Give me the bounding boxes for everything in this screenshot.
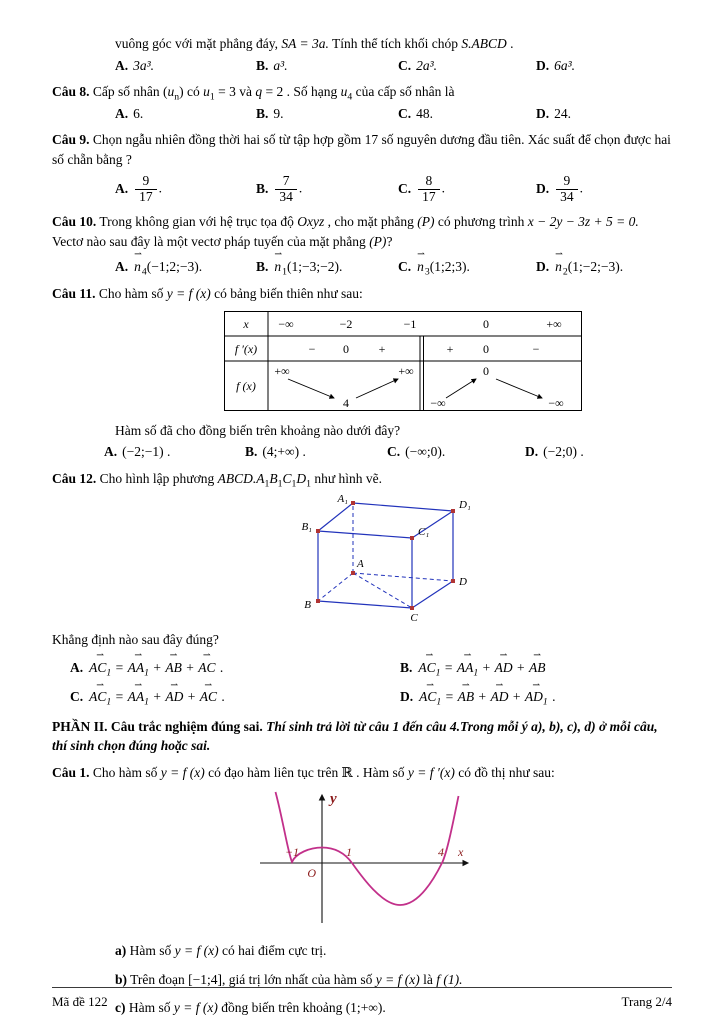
question-text: Trong không gian với hệ trục tọa độ Oxyz , cho mặt phẳng (P) có phương trình x − 2y − 3z + 5 = 0. Vectơ nào sau đây là một vectơ pháp tuyến của mặt phẳng (P)? [52, 214, 639, 249]
bbt-x-value: −1 [403, 317, 417, 332]
y-axis-label: y [330, 790, 337, 807]
statement-text: Trên đoạn [−1;4], giá trị lớn nhất của hàm số y = f (x) là f (1). [127, 971, 463, 987]
option-value: 3a³. [133, 57, 155, 73]
question-number: Câu 8. [52, 84, 90, 100]
question-number: Câu 10. [52, 214, 97, 230]
option-value: a³. [273, 57, 288, 73]
vertex-label-c: C [410, 611, 418, 624]
cube-hidden-edges [318, 503, 453, 608]
option-label: B. [256, 259, 269, 275]
vertex-label-a: A [357, 557, 364, 570]
variation-table [224, 311, 673, 417]
option-label: D. [536, 105, 550, 121]
statement-label: b) [115, 971, 128, 987]
option-label: D. [536, 57, 550, 73]
option-b [245, 442, 387, 462]
denominator: 17 [422, 189, 436, 205]
question-11-prompt: Hàm số đã cho đồng biến trên khoảng nào dưới đây? [115, 422, 401, 438]
option-value: 9. [273, 105, 284, 121]
statement-label: a) [115, 943, 127, 959]
option-value: (4;+∞) . [262, 444, 306, 460]
x-axis-label: x [458, 844, 464, 859]
derivative-graph-svg [250, 785, 480, 927]
numerator: 8 [418, 174, 440, 190]
bbt-f-value: −∞ [548, 396, 564, 411]
option-label: B. [245, 444, 258, 460]
question-8-text [52, 82, 673, 102]
question-text: Cho hàm số y = f (x) có đạo hàm liên tục trên ℝ . Hàm số y = f ′(x) có đồ thị như sau: [89, 764, 555, 780]
option-label: A. [115, 259, 129, 275]
option-value: ⇀ $n_1(1;-3;-2)$. [273, 259, 342, 274]
option-equation: ⇀ $AC_1$ = ⇀ $AA_1$ + ⇀ AB + ⇀ AC . [88, 660, 223, 675]
option-c [398, 257, 536, 277]
bbt-f-value: −∞ [430, 396, 446, 411]
option-c [398, 56, 536, 76]
question-7-continuation-text: vuông góc với mặt phẳng đáy, SA = 3a. Tính thể tích khối chóp S.ABCD . [115, 36, 514, 51]
bbt-f-label: f (x) [236, 379, 256, 394]
statement-text: Hàm số y = f (x) đồng biến trên khoảng (1;+∞). [125, 1000, 386, 1016]
bbt-x-value: −2 [339, 317, 353, 332]
option-value: 6. [133, 105, 144, 121]
option-label: A. [70, 659, 84, 675]
question-text: Cho hình lập phương $ABCD.A_1B_1C_1D_1$ như hình vẽ. [96, 471, 382, 490]
vertex-label-d: D [459, 575, 467, 588]
numerator: 9 [556, 174, 578, 190]
bbt-fprime-sign: − [308, 342, 316, 357]
option-d [536, 174, 673, 205]
page-footer [52, 987, 672, 1012]
option-value: ⇀ $n_3(1;2;3)$. [416, 259, 470, 274]
fraction [135, 174, 157, 205]
option-label: B. [256, 105, 269, 121]
question-8-options [115, 104, 673, 124]
option-d [536, 257, 673, 277]
option-tail: . [158, 180, 162, 196]
statement-text: Hàm số y = f (x) có hai điểm cực trị. [126, 943, 327, 959]
statement-a [115, 941, 673, 961]
option-label: D. [525, 444, 539, 460]
bbt-fprime-label: f ′(x) [234, 342, 258, 357]
bbt-f-value: 0 [483, 364, 489, 379]
option-c [70, 687, 400, 707]
question-number: Câu 11. [52, 285, 96, 301]
option-value: 2a³. [416, 57, 438, 73]
vertex-label-d1: D₁ [459, 498, 471, 511]
bbt-fprime-sign: − [532, 342, 540, 357]
option-c [398, 104, 536, 124]
question-12-text [52, 469, 673, 489]
numerator: 9 [135, 174, 157, 190]
option-label: C. [70, 689, 84, 705]
option-label: B. [256, 180, 269, 196]
option-label: C. [398, 57, 412, 73]
option-value: (−2;−1) . [122, 444, 171, 460]
option-d [400, 687, 673, 707]
page-number: Trang 2/4 [621, 994, 672, 1010]
question-8 [52, 82, 673, 123]
option-d [536, 104, 673, 124]
option-label: A. [104, 444, 118, 460]
bbt-f-value: +∞ [398, 364, 414, 379]
bbt-x-label: x [243, 317, 249, 332]
option-d [536, 56, 673, 76]
cube-svg [290, 493, 490, 625]
bbt-x-value: +∞ [546, 317, 562, 332]
bbt-fprime-sign: 0 [343, 342, 349, 357]
question-10-options [115, 253, 673, 277]
vertex-label-b1: B₁ [301, 520, 312, 533]
question-number: Câu 12. [52, 471, 97, 486]
option-label: C. [398, 259, 412, 275]
option-value: (−2;0) . [543, 444, 584, 460]
origin-label: O [307, 865, 316, 880]
option-value: 48. [416, 105, 433, 121]
vertex-label-a1: A₁ [337, 492, 348, 505]
part-2-heading: PHẦN II. Câu trắc nghiệm đúng sai. Thí sinh trả lời từ câu 1 đến câu 4.Trong mỗi ý a), b), c), d) ở mỗi câu, thí sinh chọn đúng hoặc sai. [52, 718, 658, 754]
option-b [256, 257, 398, 277]
exam-code: Mã đề 122 [52, 994, 108, 1010]
option-a [115, 257, 256, 277]
question-11 [52, 284, 673, 462]
option-label: B. [400, 659, 413, 675]
option-value: 24. [554, 105, 571, 121]
option-b [256, 174, 398, 205]
fraction [275, 174, 297, 205]
option-label: C. [398, 180, 412, 196]
bbt-fprime-sign: + [446, 342, 454, 357]
question-number: Câu 9. [52, 132, 90, 148]
question-10 [52, 212, 673, 277]
option-b [400, 658, 673, 678]
option-value: (−∞;0). [405, 444, 446, 460]
option-equation: ⇀ $AC_1$ = ⇀ $AA_1$ + ⇀ AD + ⇀ AB [417, 660, 546, 675]
tick-4: 4 [438, 844, 444, 859]
question-11-text [52, 284, 673, 304]
option-tail: . [298, 180, 303, 196]
fprime-curve [276, 792, 459, 905]
bbt-f-value: +∞ [274, 364, 290, 379]
question-11-options [104, 442, 673, 462]
cube-figure [290, 493, 673, 631]
fraction [556, 174, 578, 205]
option-label: A. [115, 57, 129, 73]
option-equation: ⇀ $AC_1$ = ⇀ AB + ⇀ AD + ⇀ $AD_1$ . [418, 689, 555, 704]
option-label: B. [256, 57, 269, 73]
option-label: D. [400, 689, 414, 705]
denominator: 34 [560, 189, 574, 205]
option-label: D. [536, 259, 550, 275]
option-a [115, 104, 256, 124]
graph-labels [285, 791, 464, 880]
question-9-options [115, 174, 673, 205]
option-label: C. [387, 444, 401, 460]
fraction [418, 174, 440, 205]
option-tail: . [579, 180, 583, 196]
variation-table-figure [224, 311, 582, 411]
option-c [398, 174, 536, 205]
bbt-x-value: 0 [483, 317, 489, 332]
option-value: 6a³. [554, 57, 576, 73]
option-tail: . [441, 180, 445, 196]
part2-question-1-text [52, 763, 673, 783]
option-a [115, 174, 256, 205]
question-9-text [52, 130, 673, 169]
option-label: A. [115, 105, 129, 121]
part2-question-1 [52, 763, 673, 1018]
bbt-arrow-up [356, 379, 398, 398]
bbt-fprime-sign: + [378, 342, 386, 357]
bbt-x-value: −∞ [278, 317, 294, 332]
option-a [104, 442, 245, 462]
question-12-prompt: Khẳng định nào sau đây đúng? [52, 632, 219, 648]
numerator: 7 [275, 174, 297, 190]
option-b [256, 56, 398, 76]
bbt-arrow-up [446, 379, 476, 398]
question-text: Chọn ngẫu nhiên đồng thời hai số từ tập hợp gồm 17 số nguyên dương đầu tiên. Xác suất để chọn được hai số chẵn bằng ? [52, 132, 671, 167]
option-a [115, 56, 256, 76]
bbt-arrow-down [496, 379, 542, 398]
question-text: Cấp số nhân $(u_n)$ có $u_1 = 3$ và q = 2 . Số hạng $u_4$ của cấp số nhân là [89, 84, 455, 103]
option-a [70, 658, 400, 678]
tick-minus1: −1 [284, 844, 300, 859]
vertex-label-c1: C₁ [418, 525, 430, 538]
option-d [525, 442, 673, 462]
option-c [387, 442, 525, 462]
bbt-arrow-down [288, 379, 334, 398]
bbt-fprime-sign: 0 [483, 342, 489, 357]
option-b [256, 104, 398, 124]
option-equation: ⇀ $AC_1$ = ⇀ $AA_1$ + ⇀ AD + ⇀ AC . [88, 689, 225, 704]
question-text: Cho hàm số y = f (x) có bảng biến thiên như sau: [95, 285, 363, 301]
derivative-graph [250, 785, 673, 933]
vertex-label-b: B [304, 598, 311, 611]
option-label: C. [398, 105, 412, 121]
denominator: 34 [279, 189, 293, 205]
question-7-options [115, 56, 673, 76]
question-12 [52, 469, 673, 707]
option-label: D. [536, 180, 550, 196]
option-value: ⇀ $n_4(-1;2;-3)$. [133, 259, 202, 274]
statement-label: c) [115, 1000, 126, 1016]
option-value: ⇀ $n_2(1;-2;-3)$. [554, 259, 623, 274]
question-number: Câu 1. [52, 764, 90, 780]
tick-1: 1 [346, 844, 352, 859]
option-label: A. [115, 180, 129, 196]
denominator: 17 [139, 189, 153, 205]
question-10-text [52, 212, 673, 251]
question-12-options [70, 658, 673, 707]
bbt-f-value: 4 [343, 396, 349, 411]
question-9 [52, 130, 673, 205]
